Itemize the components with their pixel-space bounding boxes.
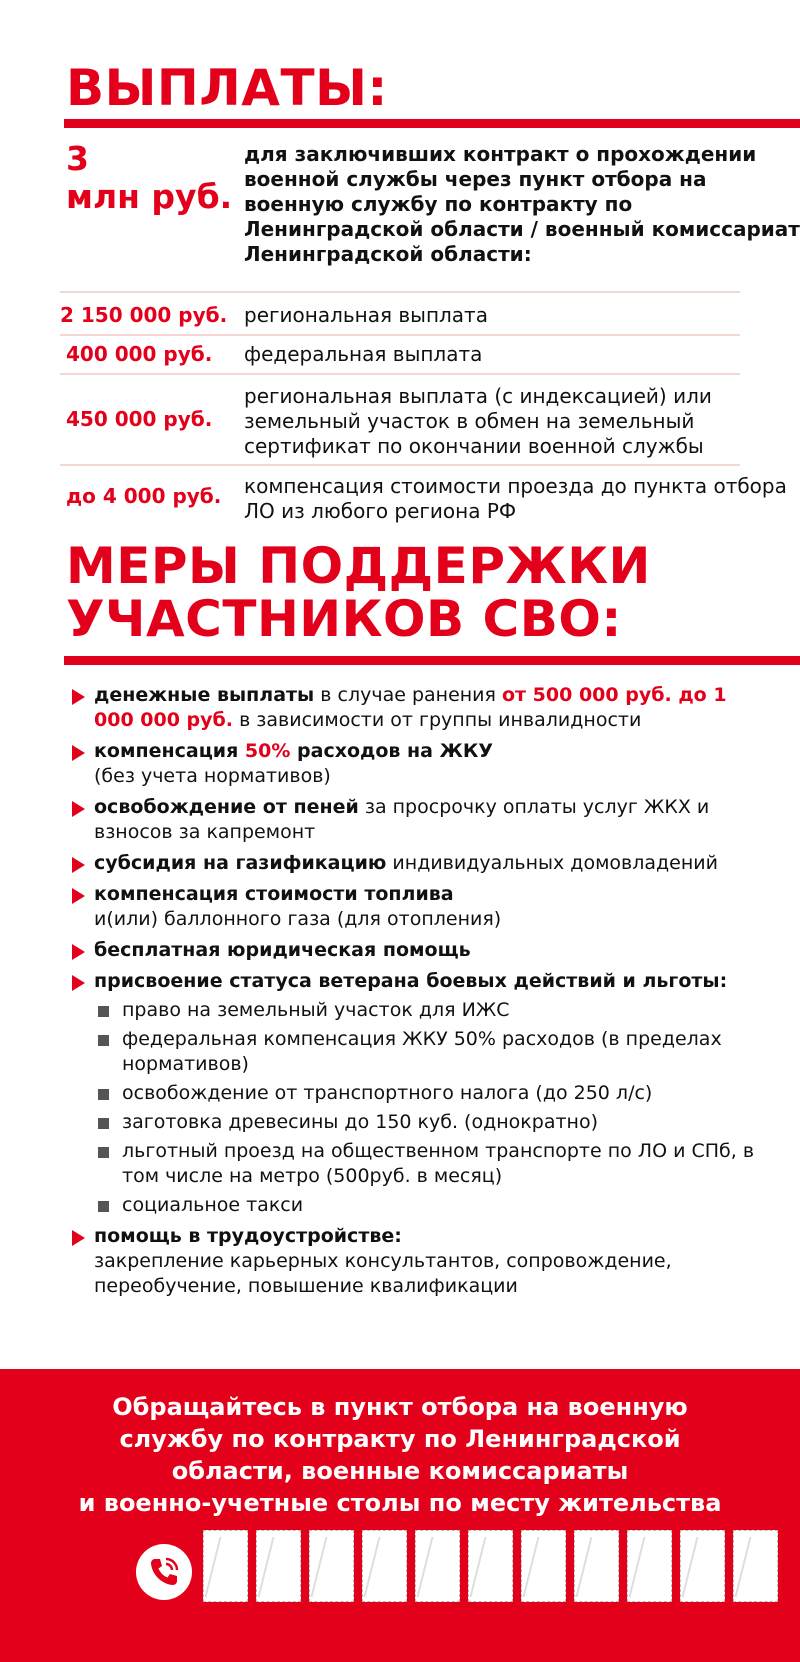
- row-divider: [60, 291, 740, 293]
- square-bullet-icon: [98, 1089, 109, 1100]
- veteran-benefits-list: [98, 998, 770, 1218]
- square-bullet-icon: [98, 1201, 109, 1212]
- list-item: освобождение от пеней за просрочку оплаты услуг ЖКХ и взносов за капремонт: [70, 795, 770, 845]
- phone-number-boxes: [203, 1530, 778, 1602]
- title-underline: [64, 119, 800, 128]
- digit-box: [415, 1530, 460, 1602]
- payout-amount: до 4 000 руб.: [66, 484, 222, 508]
- digit-box: [574, 1530, 619, 1602]
- sub-list-item: федеральная компенсация ЖКУ 50% расходов (в пределах нормативов): [98, 1027, 770, 1077]
- list-item: бесплатная юридическая помощь: [70, 938, 770, 963]
- list-item: присвоение статуса ветерана боевых действий и льготы: право на земельный участок для ИЖС федеральная компенсация ЖКУ 50% расходов (в пределах нормативов) освобождение от транспортного налога (до 250 л/с) заготовка древесины до 150 куб. (однократно) льготный проезд на общественном транспорте по ЛО и СПб, в том числе на метро (500руб. в месяц) социальное такси: [70, 969, 770, 1218]
- contact-text: Обращайтесь в пункт отбора на военную службу по контракту по Ленинградской области, военные комиссариаты и военно-учетные столы по месту жительства: [78, 1393, 722, 1517]
- triangle-bullet-icon: [72, 975, 85, 991]
- payout-description: региональная выплата: [244, 303, 488, 327]
- triangle-bullet-icon: [72, 745, 85, 761]
- list-item: компенсация 50% расходов на ЖКУ (без учета нормативов): [70, 739, 770, 789]
- triangle-bullet-icon: [72, 857, 85, 873]
- row-divider: [60, 334, 740, 336]
- payout-description: федеральная выплата: [244, 342, 483, 366]
- list-item: денежные выплаты в случае ранения от 500 000 руб. до 1 000 000 руб. в зависимости от группы инвалидности: [70, 683, 770, 733]
- title-underline: [64, 656, 800, 665]
- payout-amount: 2 150 000 руб.: [60, 303, 228, 327]
- payout-amount: 450 000 руб.: [66, 407, 213, 431]
- row-divider: [60, 464, 740, 466]
- digit-box: [680, 1530, 725, 1602]
- list-item: помощь в трудоустройстве: закрепление карьерных консультантов, сопровождение, переобучение, повышение квалификации: [70, 1224, 770, 1299]
- digit-box: [521, 1530, 566, 1602]
- list-item: субсидия на газификацию индивидуальных домовладений: [70, 851, 770, 876]
- digit-box: [256, 1530, 301, 1602]
- triangle-bullet-icon: [72, 801, 85, 817]
- sub-list-item: заготовка древесины до 150 куб. (однократно): [98, 1110, 770, 1135]
- triangle-bullet-icon: [72, 689, 85, 705]
- payout-description: компенсация стоимости проезда до пункта отбора ЛО из любого региона РФ: [244, 474, 787, 523]
- contact-footer: [0, 1369, 800, 1662]
- sub-list-item: освобождение от транспортного налога (до 250 л/с): [98, 1081, 770, 1106]
- sub-list-item: социальное такси: [98, 1193, 770, 1218]
- payouts-title: ВЫПЛАТЫ:: [66, 59, 388, 117]
- triangle-bullet-icon: [72, 944, 85, 960]
- digit-box: [468, 1530, 513, 1602]
- digit-box: [733, 1530, 778, 1602]
- sub-list-item: льготный проезд на общественном транспорте по ЛО и СПб, в том числе на метро (500руб. в месяц): [98, 1139, 770, 1189]
- triangle-bullet-icon: [72, 888, 85, 904]
- payout-description: для заключивших контракт о прохождении военной службы через пункт отбора на военную службу по контракту по Ленинградской области / военный комиссариат Ленинградской области:: [244, 142, 800, 266]
- square-bullet-icon: [98, 1118, 109, 1129]
- digit-box: [309, 1530, 354, 1602]
- square-bullet-icon: [98, 1147, 109, 1158]
- square-bullet-icon: [98, 1006, 109, 1017]
- triangle-bullet-icon: [72, 1230, 85, 1246]
- payout-description: региональная выплата (с индексацией) или земельный участок в обмен на земельный сертификат по окончании военной службы: [244, 384, 712, 458]
- digit-box: [627, 1530, 672, 1602]
- support-title: МЕРЫ ПОДДЕРЖКИ УЧАСТНИКОВ СВО:: [66, 537, 651, 648]
- digit-box: [362, 1530, 407, 1602]
- sub-list-item: право на земельный участок для ИЖС: [98, 998, 770, 1023]
- payout-amount: 400 000 руб.: [66, 342, 213, 366]
- phone-icon: [136, 1544, 192, 1600]
- list-item: компенсация стоимости топлива и(или) баллонного газа (для отопления): [70, 882, 770, 932]
- square-bullet-icon: [98, 1035, 109, 1046]
- support-list: [70, 683, 770, 1305]
- digit-box: [203, 1530, 248, 1602]
- payout-amount: 3 млн руб.: [66, 139, 233, 216]
- row-divider: [60, 373, 740, 375]
